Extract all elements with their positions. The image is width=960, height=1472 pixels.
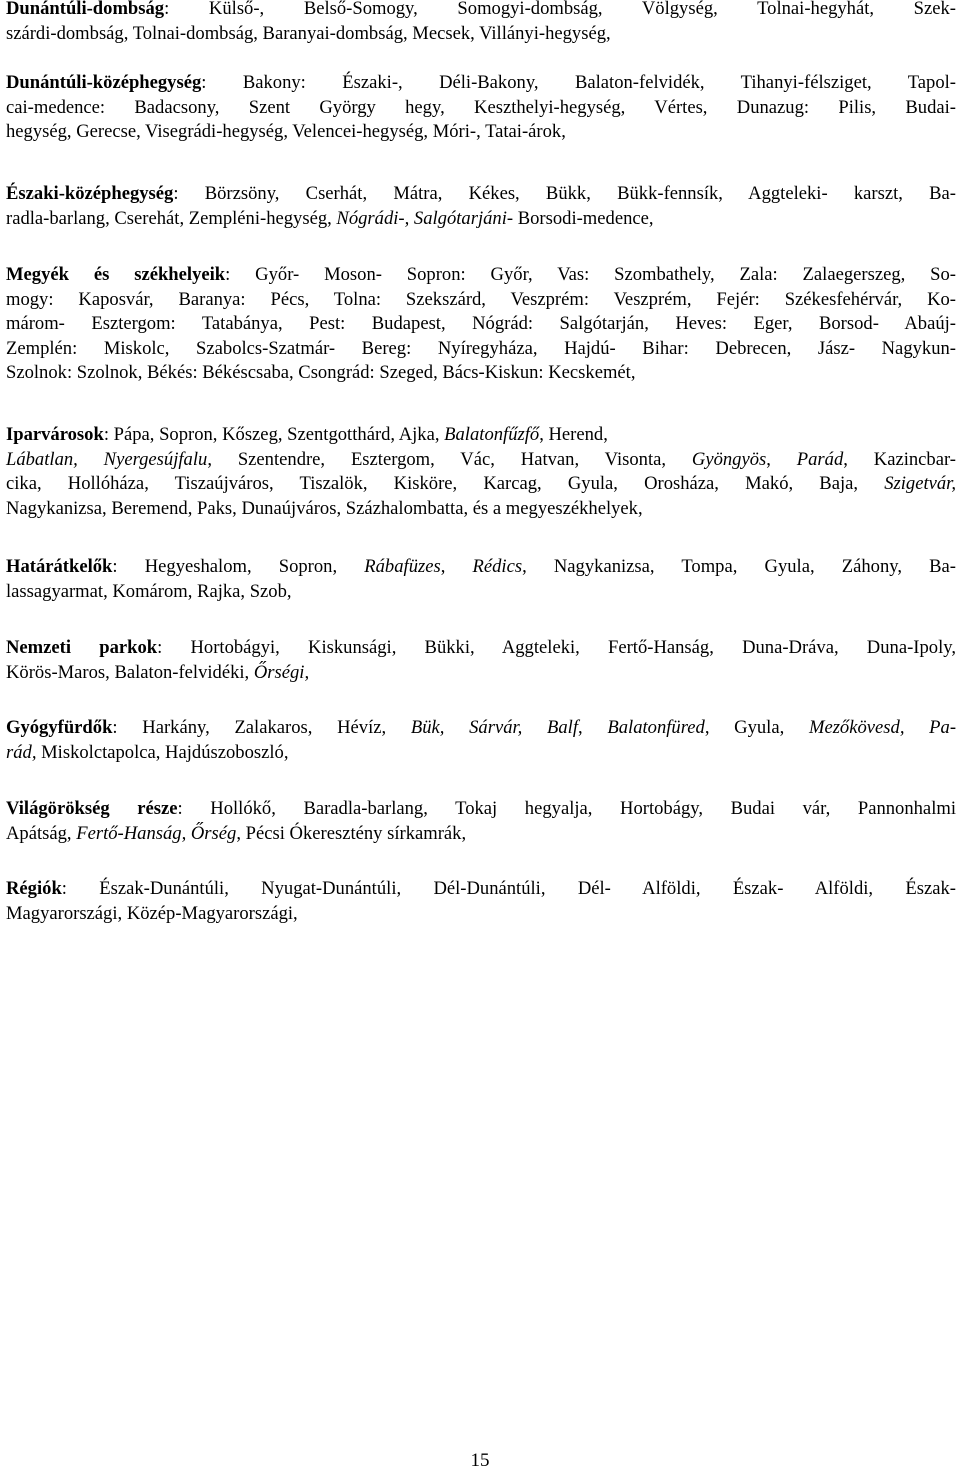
italic-text: Mezőkövesd, Pa- <box>808 717 957 738</box>
text-run: Borsodi-medence, <box>513 207 654 229</box>
italic-text: Gyöngyös <box>691 448 767 470</box>
paragraph <box>6 716 956 765</box>
text-run: Külső-, Belső-Somogy, Somogyi-dombság, Völgység, Tolnai-hegyhát, Szek- <box>208 0 956 19</box>
paragraph <box>6 71 956 145</box>
text-run: Harkány, Zalakaros, Hévíz, <box>142 717 411 738</box>
paragraph <box>6 263 956 386</box>
text-run: Körös-Maros, Balaton-felvidéki, <box>6 661 254 683</box>
text-run: , <box>578 717 608 738</box>
paragraph <box>6 182 956 231</box>
text-line: Világörökség része: Hollókő, Baradla-barlang, Tokaj hegyalja, Hortobágy, Budai vár, Pannonhalmi <box>6 798 956 819</box>
text-run: Szolnok: Szolnok, Békés: Békéscsaba, Csongrád: Szeged, Bács-Kiskun: Kecskemét, <box>6 362 636 383</box>
text-run: Pápa, Sopron, Kőszeg, Szentgotthárd, Ajka, <box>113 424 445 445</box>
text-line <box>6 120 956 145</box>
italic-text: Őrségi, <box>253 661 310 683</box>
text-run: Hortobágyi, Kiskunsági, Bükki, Aggteleki, Fertő-Hanság, Duna-Dráva, Duna-Ipoly, <box>190 637 956 658</box>
text-line <box>6 741 956 766</box>
text-run: Zemplén: Miskolc, Szabolcs-Szatmár- Bereg: Nyíregyháza, Hajdú- Bihar: Debrecen, Jász- Nagykun- <box>6 337 956 359</box>
text-line <box>6 288 956 313</box>
text-line: Határátkelők: Hegyeshalom, Sopron, Rábafüzes, Rédics, Nagykanizsa, Tompa, Gyula, Záhony, Ba- <box>6 556 956 577</box>
italic-text: Balatonfűzfő <box>444 424 540 445</box>
text-line: Megyék és székhelyeik: Győr- Moson- Sopron: Győr, Vas: Szombathely, Zala: Zalaegerszeg, So- <box>6 264 956 285</box>
text-run: , <box>766 448 797 470</box>
text-run: Miskolctapolca, Hajdúszoboszló, <box>36 741 289 763</box>
text-line <box>6 661 956 686</box>
text-line: Dunántúli-középhegység: Bakony: Északi-, Déli-Bakony, Balaton-felvidék, Tihanyi-félsziget, Tapol- <box>6 72 956 93</box>
paragraph <box>6 636 956 685</box>
italic-text: Bük, Sárvár, Balf <box>410 717 579 738</box>
text-run: Börzsöny, Cserhát, Mátra, Kékes, Bükk, Bükk-fennsík, Aggteleki- karszt, Ba- <box>204 183 956 204</box>
text-line: Északi-középhegység: Börzsöny, Cserhát, Mátra, Kékes, Bükk, Bükk-fennsík, Aggteleki- karszt, Ba- <box>6 183 956 204</box>
text-run: Hegyeshalom, Sopron, <box>144 556 365 577</box>
text-line: Régiók: Észak-Dunántúli, Nyugat-Dunántúli, Dél-Dunántúli, Dél- Alföldi, Észak- Alföldi, Észak- <box>6 878 956 899</box>
italic-text: Nógrádi-, Salgótarjáni- <box>336 207 514 229</box>
text-line: Nemzeti parkok: Hortobágyi, Kiskunsági, Bükki, Aggteleki, Fertő-Hanság, Duna-Dráva, Duna-Ipoly, <box>6 637 956 658</box>
text-line <box>6 580 956 605</box>
italic-text: Rédics <box>472 556 523 577</box>
term-heading: Régiók <box>6 878 62 899</box>
paragraph <box>6 555 956 604</box>
term-heading: Megyék és székhelyeik <box>6 264 226 285</box>
text-run: lassagyarmat, Komárom, Rajka, Szob, <box>6 580 292 602</box>
text-run: , Szentendre, Esztergom, Vác, Hatvan, Visonta, <box>207 448 692 470</box>
text-run: cika, Hollóháza, Tiszaújváros, Tiszalök, Kisköre, Karcag, Gyula, Orosháza, Makó, Baja, <box>6 473 885 494</box>
paragraph <box>6 423 956 521</box>
text-run: Apátság, <box>6 822 77 844</box>
text-run: márom- Esztergom: Tatabánya, Pest: Budapest, Nógrád: Salgótarján, Heves: Eger, Borsod- Abaúj- <box>6 313 956 334</box>
text-line <box>6 312 956 337</box>
text-line <box>6 96 956 121</box>
text-run: , Herend, <box>539 424 608 445</box>
italic-text: Lábatlan, Nyergesújfalu <box>6 448 208 470</box>
italic-text: Fertő-Hanság, Őrség <box>76 822 237 844</box>
text-run: radla-barlang, Cserehát, Zempléni-hegység, <box>6 207 337 229</box>
text-run: Győr- Moson- Sopron: Győr, Vas: Szombathely, Zala: Zalaegerszeg, So- <box>255 264 956 285</box>
term-heading: Világörökség része <box>6 798 178 819</box>
text-run: Magyarországi, Közép-Magyarországi, <box>6 902 298 924</box>
text-run: , Gyula, <box>704 717 809 738</box>
paragraph <box>6 877 956 926</box>
text-run: Bakony: Északi-, Déli-Bakony, Balaton-felvidék, Tihanyi-félsziget, Tapol- <box>242 72 956 93</box>
text-line <box>6 207 956 232</box>
text-line <box>6 902 956 927</box>
term-heading: Északi-középhegység <box>6 183 174 204</box>
text-run: szárdi-dombság, Tolnai-dombság, Baranyai-dombság, Mecsek, Villányi-hegység, <box>6 22 611 44</box>
text-run: , Kazincbar- <box>843 448 956 470</box>
text-run: mogy: Kaposvár, Baranya: Pécs, Tolna: Szekszárd, Veszprém: Veszprém, Fejér: Székesfehérvár, Ko- <box>6 288 956 310</box>
term-heading: Dunántúli-dombság <box>6 0 165 19</box>
text-run: Hollókő, Baradla-barlang, Tokaj hegyalja, Hortobágy, Budai vár, Pannonhalmi <box>210 798 956 819</box>
text-run: , <box>440 556 473 577</box>
text-line <box>6 361 956 386</box>
term-heading: Dunántúli-középhegység <box>6 72 202 93</box>
term-heading: Iparvárosok <box>6 424 104 445</box>
italic-text: rád, <box>6 741 37 763</box>
text-line: Gyógyfürdők: Harkány, Zalakaros, Hévíz, Bük, Sárvár, Balf, Balatonfüred, Gyula, Mezőkövesd, Pa- <box>6 717 957 738</box>
text-line <box>6 497 956 522</box>
text-run: Nagykanizsa, Beremend, Paks, Dunaújváros, Százhalombatta, és a megyeszékhelyek, <box>6 497 643 519</box>
paragraph <box>6 797 956 846</box>
text-run: hegység, Gerecse, Visegrádi-hegység, Velencei-hegység, Móri-, Tatai-árok, <box>6 121 566 142</box>
text-line <box>6 822 956 847</box>
text-run: Észak-Dunántúli, Nyugat-Dunántúli, Dél-Dunántúli, Dél- Alföldi, Észak- Alföldi, Észak- <box>99 878 956 899</box>
text-line: Iparvárosok: Pápa, Sopron, Kőszeg, Szentgotthárd, Ajka, Balatonfűzfő, Herend, <box>6 424 608 445</box>
text-line: Dunántúli-dombság: Külső-, Belső-Somogy, Somogyi-dombság, Völgység, Tolnai-hegyhát, Szek- <box>6 0 956 19</box>
italic-text: Parád <box>796 448 844 470</box>
text-line <box>6 472 956 497</box>
text-line <box>6 22 956 47</box>
term-heading: Gyógyfürdők <box>6 717 113 738</box>
text-run: , Nagykanizsa, Tompa, Gyula, Záhony, Ba- <box>522 556 956 577</box>
paragraph <box>6 0 956 46</box>
italic-text: Szigetvár, <box>884 473 956 494</box>
italic-text: Rábafüzes <box>364 556 441 577</box>
term-heading: Nemzeti parkok <box>6 637 158 658</box>
term-heading: Határátkelők <box>6 556 113 577</box>
text-line <box>6 337 956 362</box>
text-run: , Pécsi Ókeresztény sírkamrák, <box>236 822 467 844</box>
page-number: 15 <box>470 1450 490 1471</box>
italic-text: Balatonfüred <box>607 717 705 738</box>
text-run: cai-medence: Badacsony, Szent György hegy, Keszthelyi-hegység, Vértes, Dunazug: Pilis, Budai- <box>6 96 956 118</box>
text-line <box>6 448 956 473</box>
